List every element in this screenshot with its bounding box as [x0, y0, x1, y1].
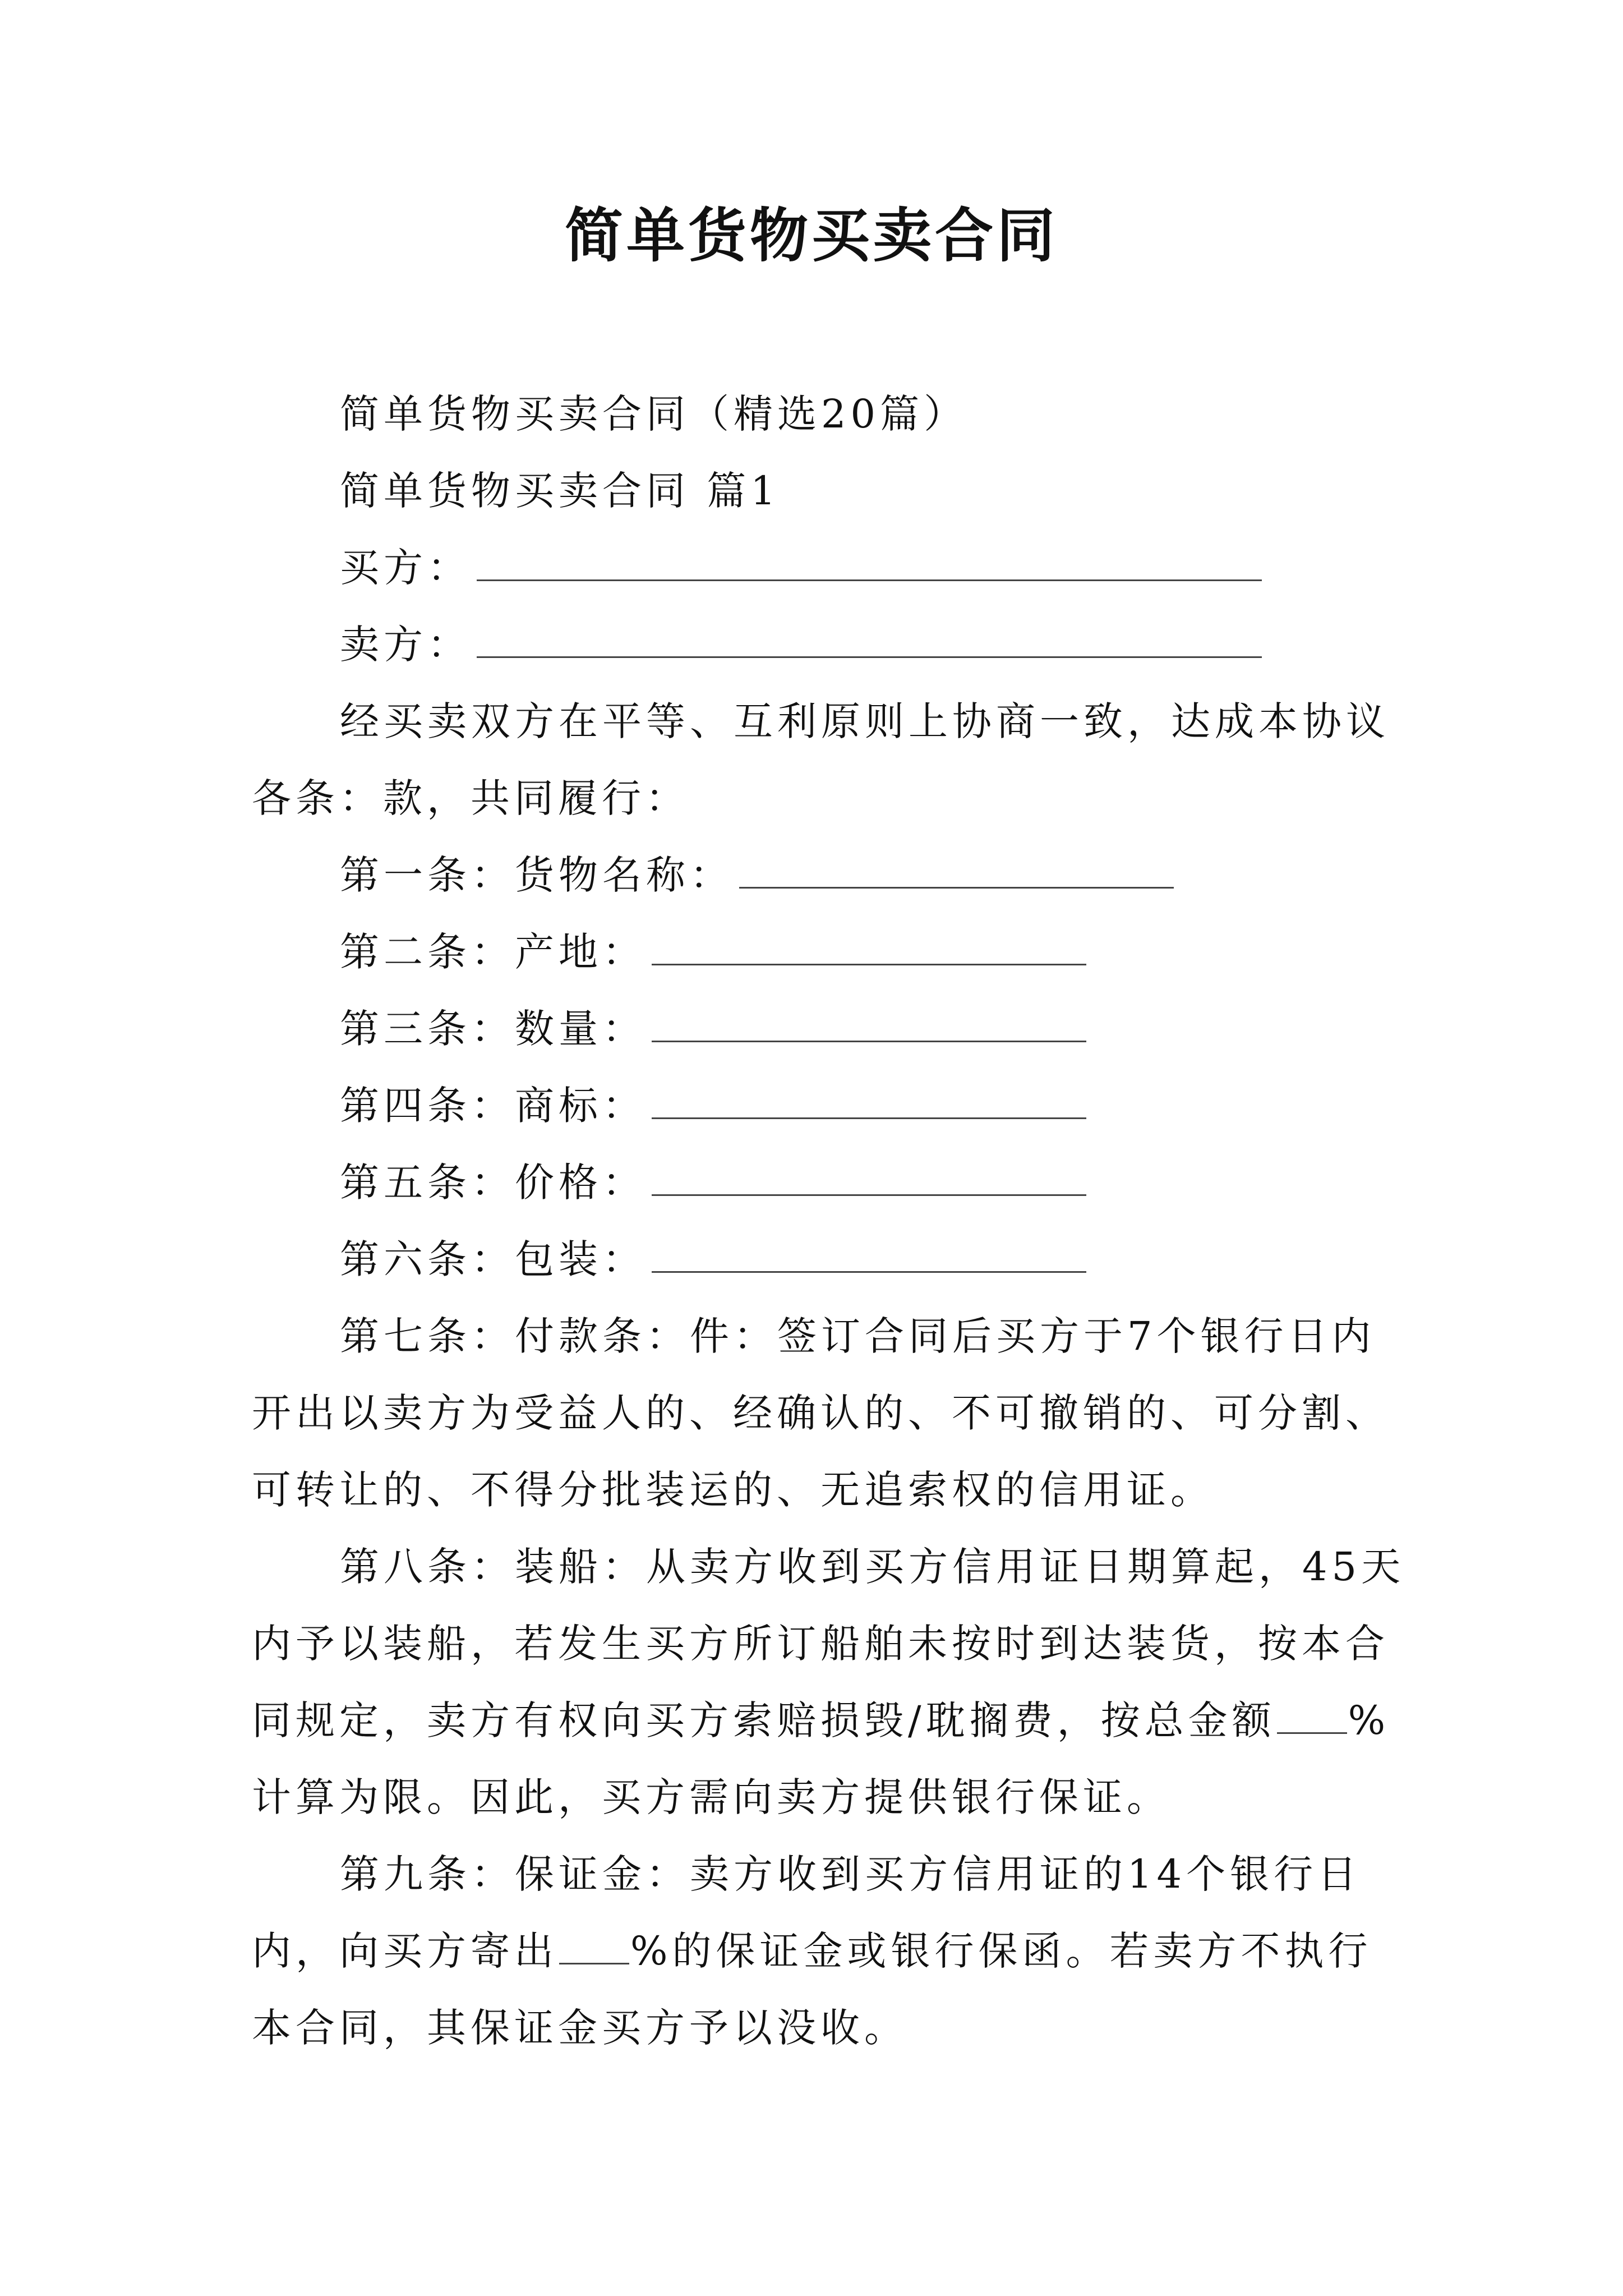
article-8-percent-sign: % [1348, 1697, 1390, 1743]
article-5-label: 第五条：价格： [340, 1159, 646, 1205]
article-9-percent-blank [559, 1928, 629, 1964]
seller-label: 卖方： [340, 622, 471, 668]
article-9-line-1: 第九条：保证金：卖方收到买方信用证的14个银行日 [340, 1851, 1362, 1897]
section-heading: 简单货物买卖合同 篇1 [340, 468, 780, 514]
article-8-line-4: 计算为限。因此，买方需向卖方提供银行保证。 [252, 1774, 1170, 1820]
buyer-line [340, 540, 1262, 596]
article-4 [340, 1078, 1086, 1134]
article-8-line-2: 内予以装船，若发生买方所订船舶未按时到达装货，按本合 [252, 1621, 1389, 1667]
article-4-blank [652, 1083, 1086, 1119]
buyer-label: 买方： [340, 545, 471, 591]
article-5-blank [652, 1159, 1086, 1196]
article-3-blank [652, 1006, 1086, 1042]
article-8-line-1: 第八条：装船：从卖方收到买方信用证日期算起，45天 [340, 1544, 1405, 1590]
article-7-line-3: 可转让的、不得分批装运的、无追索权的信用证。 [252, 1467, 1214, 1513]
article-2-label: 第二条：产地： [340, 929, 646, 975]
article-9-line-2-rest: %的保证金或银行保函。若卖方不执行 [630, 1928, 1372, 1974]
article-8-line-3-text: 同规定，卖方有权向买方索赔损毁/耽搁费，按总金额 [252, 1697, 1276, 1743]
article-1-blank [739, 852, 1174, 889]
article-5 [340, 1154, 1086, 1211]
article-9-line-2-text: 内，向买方寄出 [252, 1928, 558, 1974]
article-6-label: 第六条：包装： [340, 1236, 646, 1282]
article-2 [340, 924, 1086, 980]
article-1 [340, 847, 1174, 903]
article-8-percent-blank [1277, 1697, 1347, 1734]
preamble-line-2: 各条：款，共同履行： [252, 775, 689, 821]
article-9-line-3: 本合同，其保证金买方予以没收。 [252, 2005, 908, 2051]
seller-line [340, 616, 1262, 673]
buyer-blank [477, 545, 1262, 581]
document-title: 简单货物买卖合同 [564, 201, 1058, 270]
article-7-line-2: 开出以卖方为受益人的、经确认的、不可撤销的、可分割、 [252, 1390, 1389, 1436]
article-4-label: 第四条：商标： [340, 1083, 646, 1129]
article-1-label: 第一条：货物名称： [340, 852, 734, 898]
article-3 [340, 1001, 1086, 1057]
seller-blank [477, 622, 1262, 658]
article-2-blank [652, 929, 1086, 965]
article-3-label: 第三条：数量： [340, 1006, 646, 1052]
article-8-line-3 [252, 1692, 1390, 1749]
article-6 [340, 1231, 1086, 1287]
article-7-line-1: 第七条：付款条：件：签订合同后买方于7个银行日内 [340, 1313, 1376, 1359]
article-9-line-2 [252, 1923, 1372, 1979]
article-6-blank [652, 1236, 1086, 1273]
preamble-line-1: 经买卖双方在平等、互利原则上协商一致，达成本协议 [340, 698, 1390, 744]
subtitle: 简单货物买卖合同（精选20篇） [340, 391, 968, 437]
